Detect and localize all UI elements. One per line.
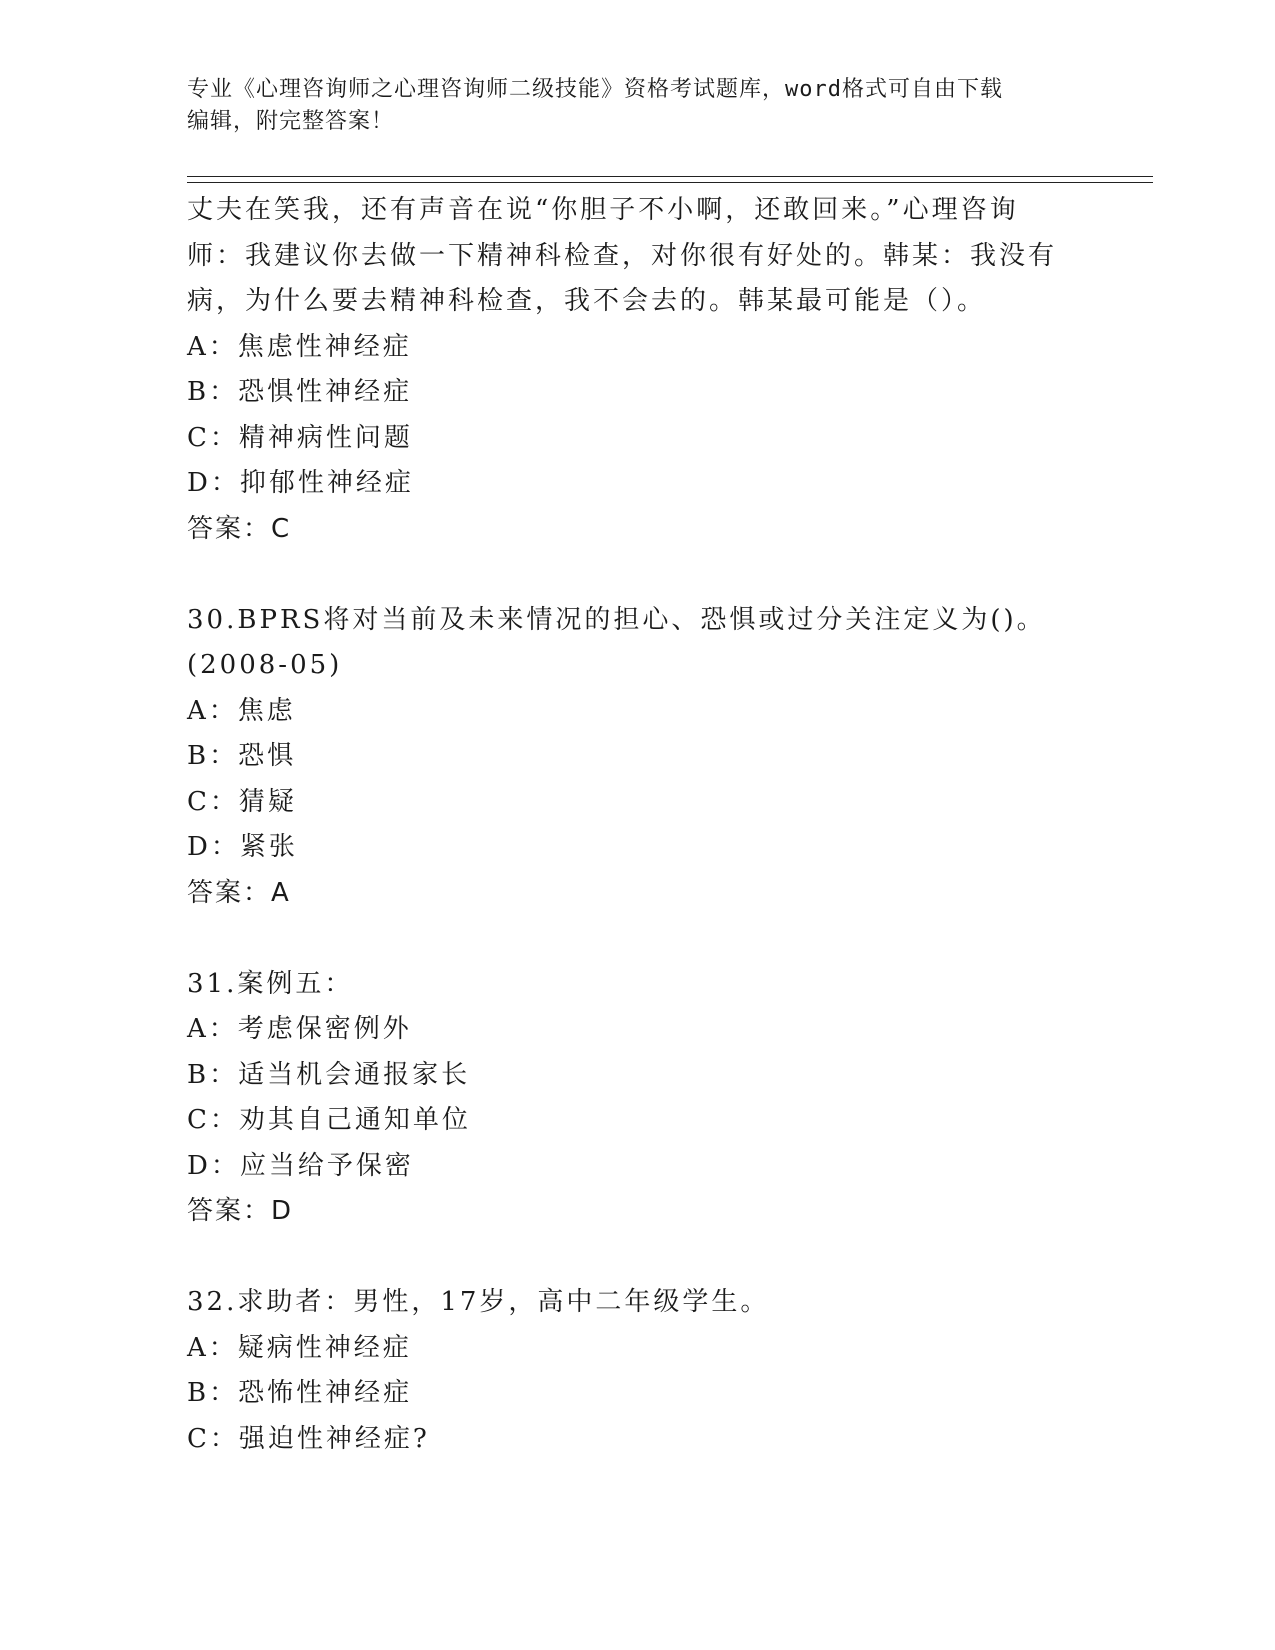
- option-b: B：恐怖性神经症: [187, 1378, 413, 1408]
- option-a: A：疑病性神经症: [187, 1332, 412, 1363]
- question-stem-line: (2008-05): [187, 650, 343, 680]
- question-stem-line: 师：我建议你去做一下精神科检查，对你很有好处的。韩某：我没有: [187, 240, 1058, 271]
- spacer: [187, 552, 1087, 598]
- header-line-1: 专业《心理咨询师之心理咨询师二级技能》资格考试题库，word格式可自由下载: [187, 77, 1003, 102]
- question-stem-line: 32.求助者：男性，17岁，高中二年级学生。: [187, 1287, 770, 1317]
- question-stem-line: 31.案例五：: [187, 968, 354, 999]
- option-d: D：紧张: [187, 832, 298, 862]
- answer-line: 答案：A: [187, 877, 291, 908]
- document-header: [187, 74, 1067, 138]
- spacer: [187, 1235, 1087, 1281]
- question-29: [187, 188, 1087, 552]
- question-stem-line: 丈夫在笑我，还有声音在说“你胆子不小啊，还敢回来。”心理咨询: [187, 195, 1019, 225]
- option-a: A：焦虑: [187, 695, 296, 726]
- option-c: C：猜疑: [187, 786, 297, 817]
- question-32: [187, 1280, 1087, 1462]
- answer-line: 答案：C: [187, 513, 292, 544]
- header-line-2: 编辑，附完整答案！: [187, 109, 395, 134]
- option-b: B：恐惧性神经症: [187, 377, 413, 407]
- question-31: [187, 962, 1087, 1235]
- option-d: D：应当给予保密: [187, 1150, 414, 1181]
- question-stem-line: 病，为什么要去精神科检查，我不会去的。韩某最可能是（）。: [187, 286, 987, 316]
- spacer: [187, 916, 1087, 962]
- question-content: [187, 188, 1087, 1462]
- option-a: A：焦虑性神经症: [187, 331, 412, 362]
- header-divider-bottom: [187, 182, 1153, 183]
- header-divider-top: [187, 176, 1153, 177]
- option-a: A：考虑保密例外: [187, 1014, 412, 1044]
- option-b: B：适当机会通报家长: [187, 1059, 471, 1090]
- option-c: C：劝其自己通知单位: [187, 1105, 471, 1135]
- option-b: B：恐惧: [187, 741, 297, 771]
- option-c: C：强迫性神经症?: [187, 1423, 430, 1454]
- answer-line: 答案：D: [187, 1196, 294, 1226]
- question-30: [187, 598, 1087, 917]
- option-d: D：抑郁性神经症: [187, 468, 414, 498]
- option-c: C：精神病性问题: [187, 422, 413, 453]
- question-stem-line: 30.BPRS将对当前及未来情况的担心、恐惧或过分关注定义为()。: [187, 604, 1046, 635]
